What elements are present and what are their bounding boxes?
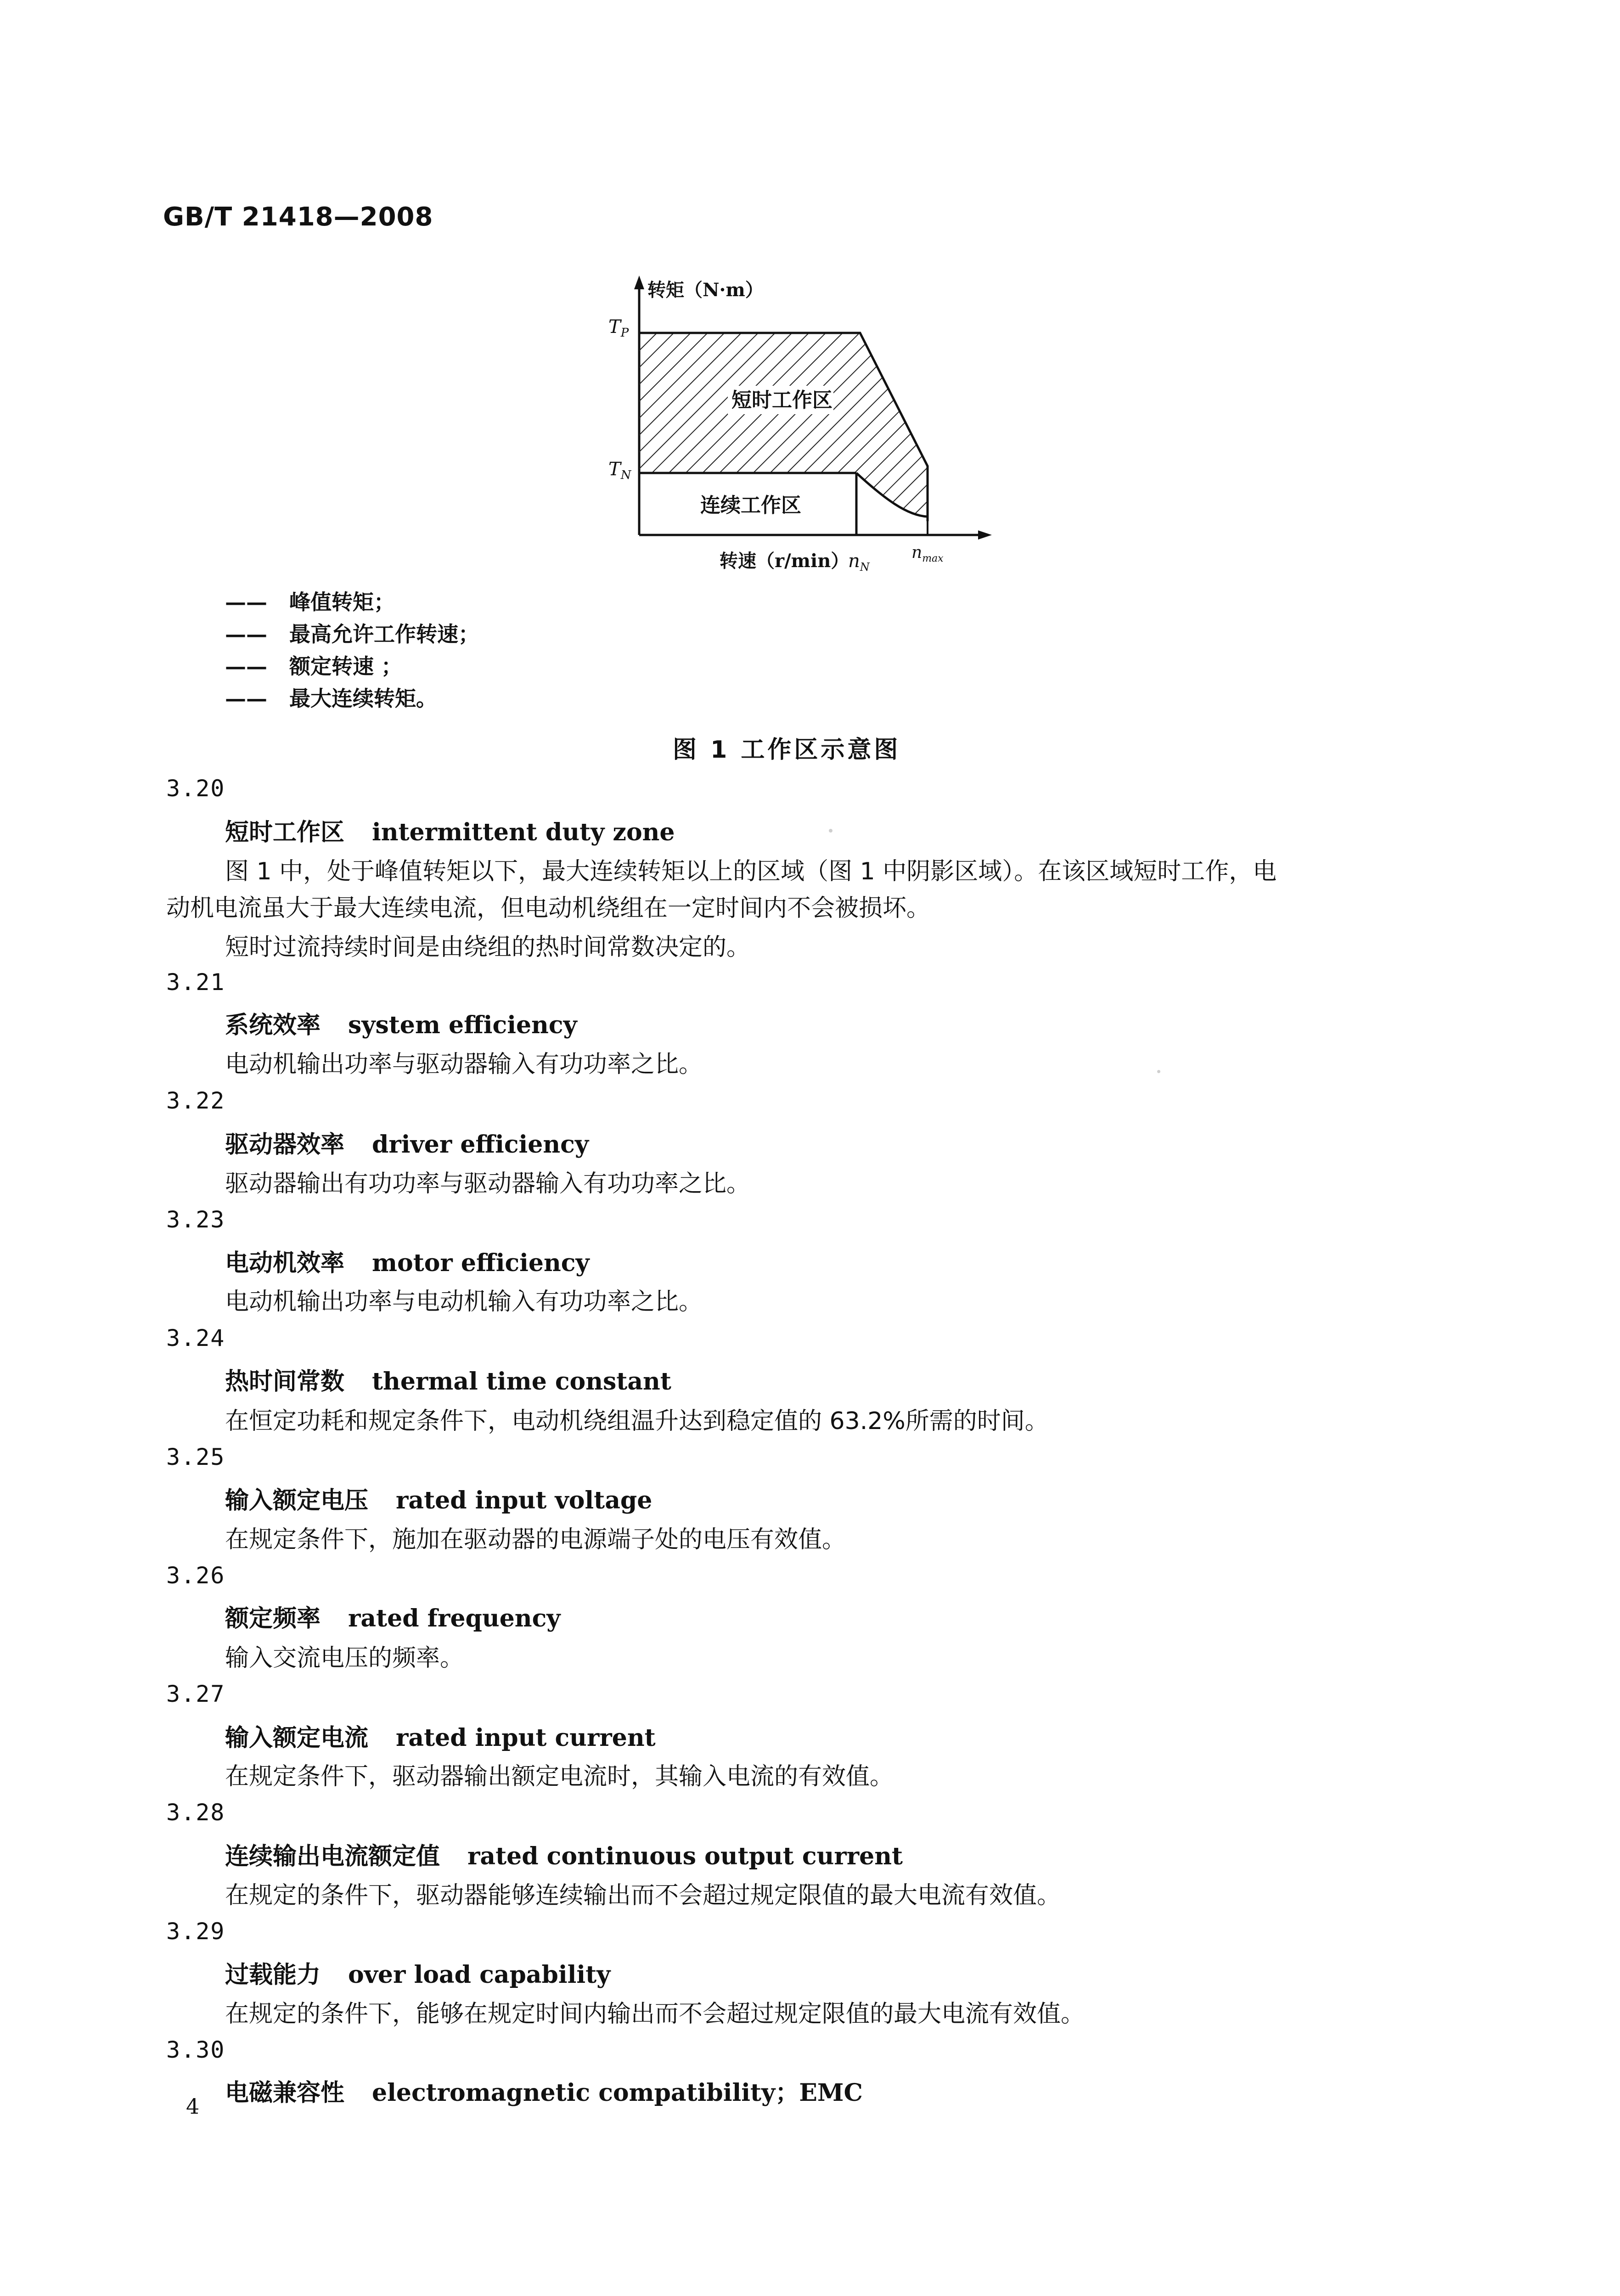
y-axis-arrow — [634, 276, 644, 289]
term-heading — [225, 1837, 903, 1871]
term-en: rated frequency — [348, 1604, 561, 1632]
legend-dash: —— — [225, 622, 267, 647]
legend-desc: 峰值转矩； — [289, 590, 395, 614]
definition-line: 在规定的条件下，驱动器能够连续输出而不会超过规定限值的最大电流有效值。 — [225, 1882, 1061, 1909]
definition-line: 输入交流电压的频率。 — [225, 1644, 464, 1672]
tn-label: $T_N$ — [608, 459, 631, 482]
definition-line: 动机电流虽大于最大连续电流，但电动机绕组在一定时间内不会被损坏。 — [166, 895, 931, 922]
term-en: motor efficiency — [372, 1249, 590, 1277]
clause-number: 3.30 — [166, 2037, 225, 2063]
term-heading — [225, 2073, 863, 2108]
term-en: rated continuous output current — [467, 1842, 903, 1870]
definition-line: 在规定的条件下，能够在规定时间内输出而不会超过规定限值的最大电流有效值。 — [225, 2000, 1085, 2028]
term-zh: 过载能力 — [225, 1961, 321, 1989]
continuous-zone-label: 连续工作区 — [700, 494, 801, 517]
x-axis-label: 转速（r/min） — [720, 550, 849, 572]
term-zh: 热时间常数 — [225, 1368, 345, 1396]
term-zh: 输入额定电压 — [225, 1487, 369, 1514]
term-heading — [225, 1718, 656, 1753]
definition-line: 在规定条件下，施加在驱动器的电源端子处的电压有效值。 — [225, 1526, 846, 1553]
legend-dash: —— — [225, 654, 267, 679]
legend-desc: 最高允许工作转速； — [289, 622, 479, 647]
term-en: electromagnetic compatibility；EMC — [372, 2079, 863, 2107]
standard-header: GB/T 21418—2008 — [163, 202, 433, 232]
term-zh: 电磁兼容性 — [225, 2079, 345, 2107]
y-axis-label: 转矩（N·m） — [647, 279, 764, 301]
term-zh: 额定频率 — [225, 1605, 321, 1632]
clause-number: 3.25 — [166, 1444, 225, 1470]
page-number: 4 — [186, 2094, 200, 2119]
nn-label: $n_N$ — [848, 551, 870, 574]
term-zh: 连续输出电流额定值 — [225, 1843, 440, 1870]
term-heading — [225, 1481, 652, 1515]
clause-number: 3.21 — [166, 969, 225, 996]
term-zh: 输入额定电流 — [225, 1724, 369, 1752]
clause-number: 3.24 — [166, 1325, 225, 1351]
figure-caption: 图 1 工作区示意图 — [673, 736, 901, 764]
term-en: rated input voltage — [396, 1486, 652, 1514]
nmax-label: $n_{max}$ — [911, 543, 944, 564]
definition-line: 驱动器输出有功功率与驱动器输入有功功率之比。 — [225, 1170, 751, 1198]
term-heading — [225, 1362, 671, 1396]
term-zh: 短时工作区 — [225, 819, 345, 846]
clause-number: 3.26 — [166, 1562, 225, 1589]
scan-speck — [829, 829, 832, 833]
legend-dash: —— — [225, 590, 267, 614]
term-heading — [225, 1125, 589, 1159]
term-zh: 驱动器效率 — [225, 1131, 345, 1159]
scan-speck — [1157, 1070, 1160, 1073]
clause-number: 3.20 — [166, 775, 225, 802]
term-heading — [225, 813, 675, 847]
clause-number: 3.23 — [166, 1206, 225, 1233]
definition-line: 图 1 中，处于峰值转矩以下，最大连续转矩以上的区域（图 1 中阴影区域）。在该区域短时工作，电 — [225, 858, 1277, 885]
term-zh: 系统效率 — [225, 1012, 321, 1039]
legend-dash: —— — [225, 686, 267, 711]
term-zh: 电动机效率 — [225, 1249, 345, 1277]
term-en: intermittent duty zone — [372, 818, 675, 846]
short-zone-area — [639, 333, 928, 517]
definition-line: 电动机输出功率与电动机输入有功功率之比。 — [225, 1288, 703, 1316]
term-en: thermal time constant — [372, 1367, 671, 1396]
torque-speed-figure — [590, 264, 1012, 585]
definition-line: 在规定条件下，驱动器输出额定电流时，其输入电流的有效值。 — [225, 1763, 894, 1790]
clause-number: 3.27 — [166, 1681, 225, 1707]
term-heading — [225, 1599, 560, 1633]
legend-desc: 最大连续转矩。 — [289, 686, 437, 711]
term-heading — [225, 1244, 590, 1278]
definition-line: 短时过流持续时间是由绕组的热时间常数决定的。 — [225, 934, 751, 961]
term-en: over load capability — [348, 1961, 611, 1989]
term-en: system efficiency — [348, 1011, 577, 1039]
tp-label: $T_P$ — [608, 316, 629, 340]
clause-number: 3.22 — [166, 1087, 225, 1114]
clause-number: 3.29 — [166, 1918, 225, 1945]
x-axis-arrow — [978, 530, 992, 540]
term-en: rated input current — [396, 1724, 656, 1752]
definition-line: 电动机输出功率与驱动器输入有功功率之比。 — [225, 1051, 703, 1078]
clause-number: 3.28 — [166, 1799, 225, 1826]
term-heading — [225, 1006, 577, 1040]
term-heading — [225, 1955, 610, 1990]
legend-desc: 额定转速 ； — [289, 654, 403, 679]
term-en: driver efficiency — [372, 1131, 589, 1159]
short-zone-label: 短时工作区 — [731, 388, 832, 412]
definition-line: 在恒定功耗和规定条件下，电动机绕组温升达到稳定值的 63.2%所需的时间。 — [225, 1407, 1049, 1435]
